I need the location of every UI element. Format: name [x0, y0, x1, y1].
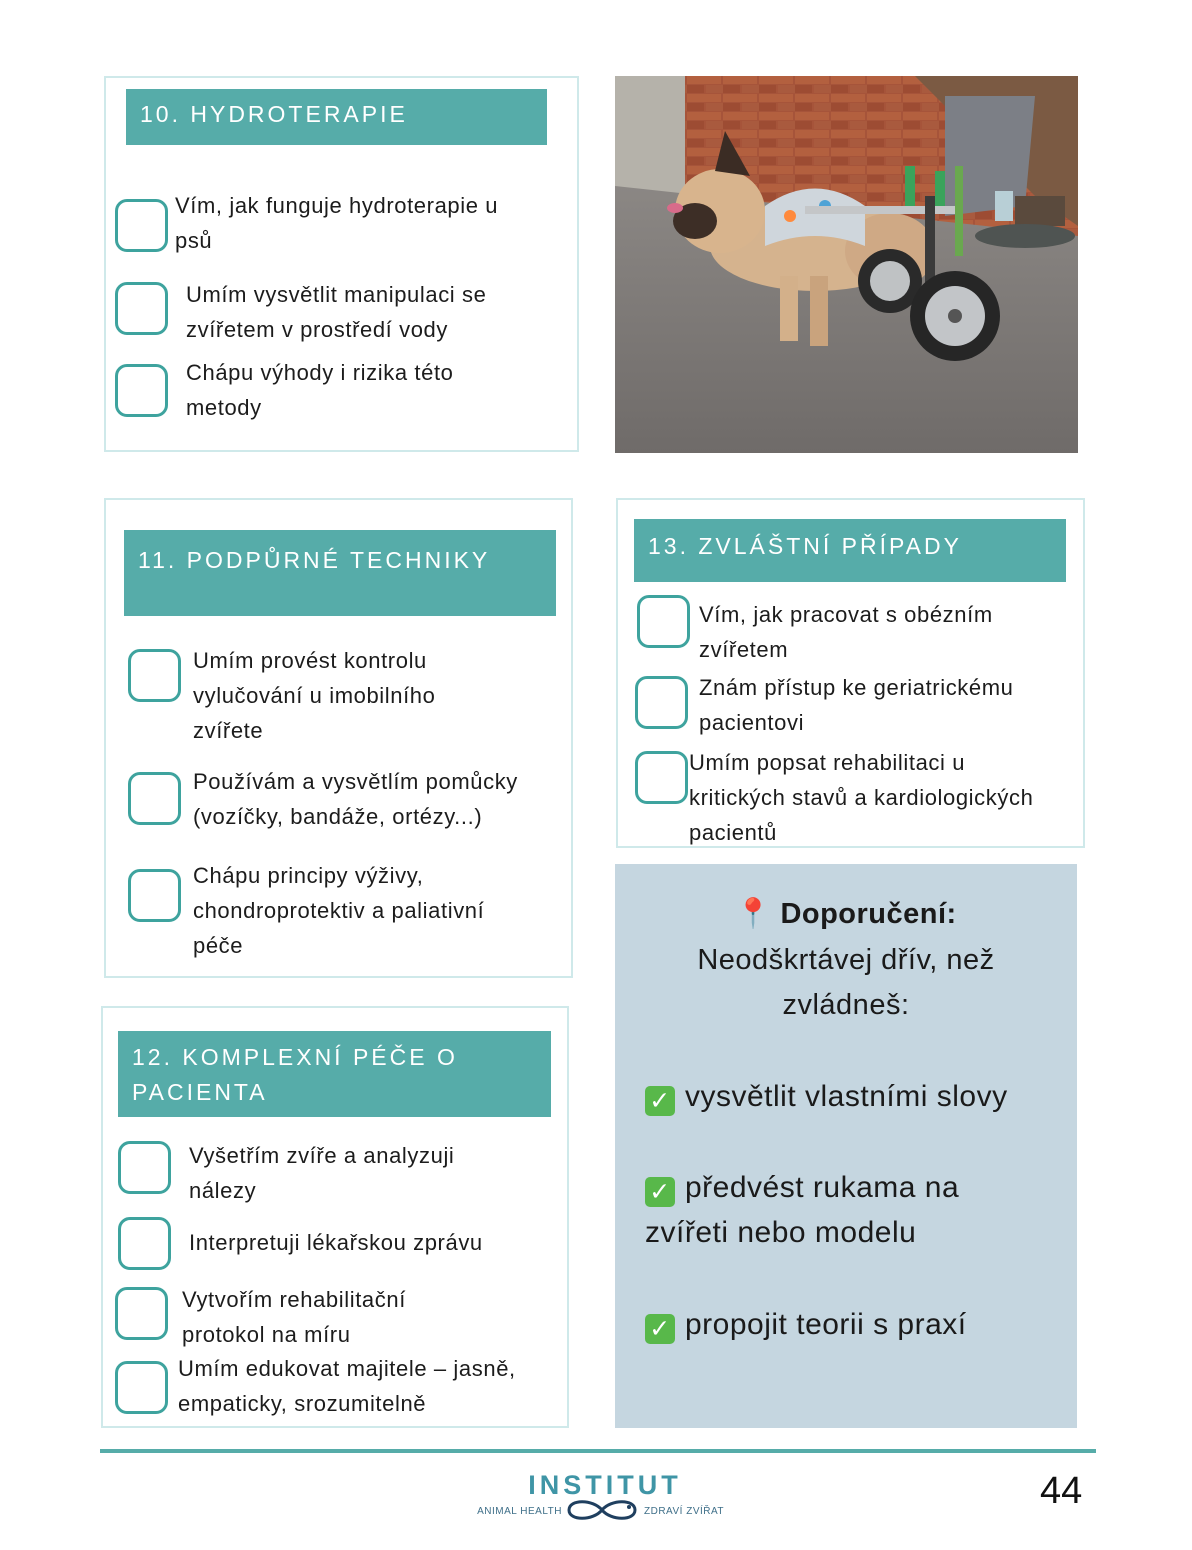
infinity-logo-icon [563, 1499, 641, 1526]
recommendation-point-3: ✓ propojit teorii s praxí [645, 1302, 967, 1347]
recommendation-point-2: ✓ předvést rukama na zvířeti nebo modelu [645, 1171, 960, 1249]
complex-checkbox-2[interactable] [118, 1217, 171, 1270]
logo-right-text: ZDRAVÍ ZVÍŘAT [644, 1506, 725, 1517]
hydro-item-1-text: Vím, jak funguje hydroterapie u psů [175, 193, 499, 253]
special-checkbox-2[interactable] [635, 676, 688, 729]
complex-item-2-text: Interpretuji lékařskou zprávu [189, 1230, 483, 1255]
recommendation-heading-row [615, 892, 1077, 936]
special-item-1-text: Vím, jak pracovat s obézním zvířetem [699, 602, 993, 662]
footer-divider [100, 1449, 1096, 1453]
section-11-title: 11. PODPŮRNÉ TECHNIKY [124, 530, 556, 616]
section-13-title: 13. ZVLÁŠTNÍ PŘÍPADY [634, 519, 1066, 582]
section-10-title: 10. HYDROTERAPIE [126, 89, 547, 145]
special-checkbox-1[interactable] [637, 595, 690, 648]
complex-checkbox-3[interactable] [115, 1287, 168, 1340]
complex-item-3-text: Vytvořím rehabilitační protokol na míru [182, 1287, 406, 1347]
complex-item-1-text: Vyšetřím zvíře a analyzuji nálezy [189, 1143, 455, 1203]
hydro-checkbox-1[interactable] [115, 199, 168, 252]
complex-checkbox-4[interactable] [115, 1361, 168, 1414]
logo-left-text: ANIMAL HEALTH [477, 1506, 562, 1517]
section-12-title-line-1: 12. KOMPLEXNÍ PÉČE O [132, 1044, 458, 1070]
recommendation-line-2: zvládneš: [782, 989, 910, 1021]
recommendation-point-1: ✓ vysvětlit vlastními slovy [645, 1074, 1008, 1119]
logo-title: INSTITUT [528, 1470, 682, 1500]
support-checkbox-2[interactable] [128, 772, 181, 825]
support-item-3-text: Chápu principy výživy, chondroprotektiv a paliativní péče [193, 863, 485, 958]
check-mark-icon: ✓ [645, 1314, 675, 1344]
recommendation-heading: Doporučení: [780, 898, 957, 930]
check-mark-icon: ✓ [645, 1086, 675, 1116]
hydro-item-2-text: Umím vysvětlit manipulaci se zvířetem v prostředí vody [186, 282, 487, 342]
recommendation-box [615, 864, 1077, 1428]
recommendation-line-1: Neodškrtávej dřív, než [697, 944, 995, 976]
complex-item-4-text: Umím edukovat majitele – jasně, empaticky, srozumitelně [178, 1356, 516, 1416]
hydro-item-3-text: Chápu výhody i rizika této metody [186, 360, 454, 420]
special-item-2-text: Znám přístup ke geriatrickému pacientovi [699, 675, 1014, 735]
support-checkbox-3[interactable] [128, 869, 181, 922]
special-item-3-text: Umím popsat rehabilitaci u kritických stavů a kardiologických pacientů [689, 750, 1034, 845]
support-item-2-text: Používám a vysvětlím pomůcky (vozíčky, bandáže, ortézy...) [193, 769, 518, 829]
check-mark-icon: ✓ [645, 1177, 675, 1207]
special-checkbox-3[interactable] [635, 751, 688, 804]
complex-checkbox-1[interactable] [118, 1141, 171, 1194]
support-checkbox-1[interactable] [128, 649, 181, 702]
section-12-title [118, 1031, 551, 1117]
page-number: 44 [1040, 1470, 1083, 1512]
hydro-checkbox-3[interactable] [115, 364, 168, 417]
dog-wheelchair-photo [615, 76, 1078, 453]
support-item-1-text: Umím provést kontrolu vylučování u imobilního zvířete [193, 648, 436, 743]
hydro-checkbox-2[interactable] [115, 282, 168, 335]
pin-icon: 📍 [735, 898, 772, 930]
section-12-title-line-2: PACIENTA [132, 1079, 268, 1105]
